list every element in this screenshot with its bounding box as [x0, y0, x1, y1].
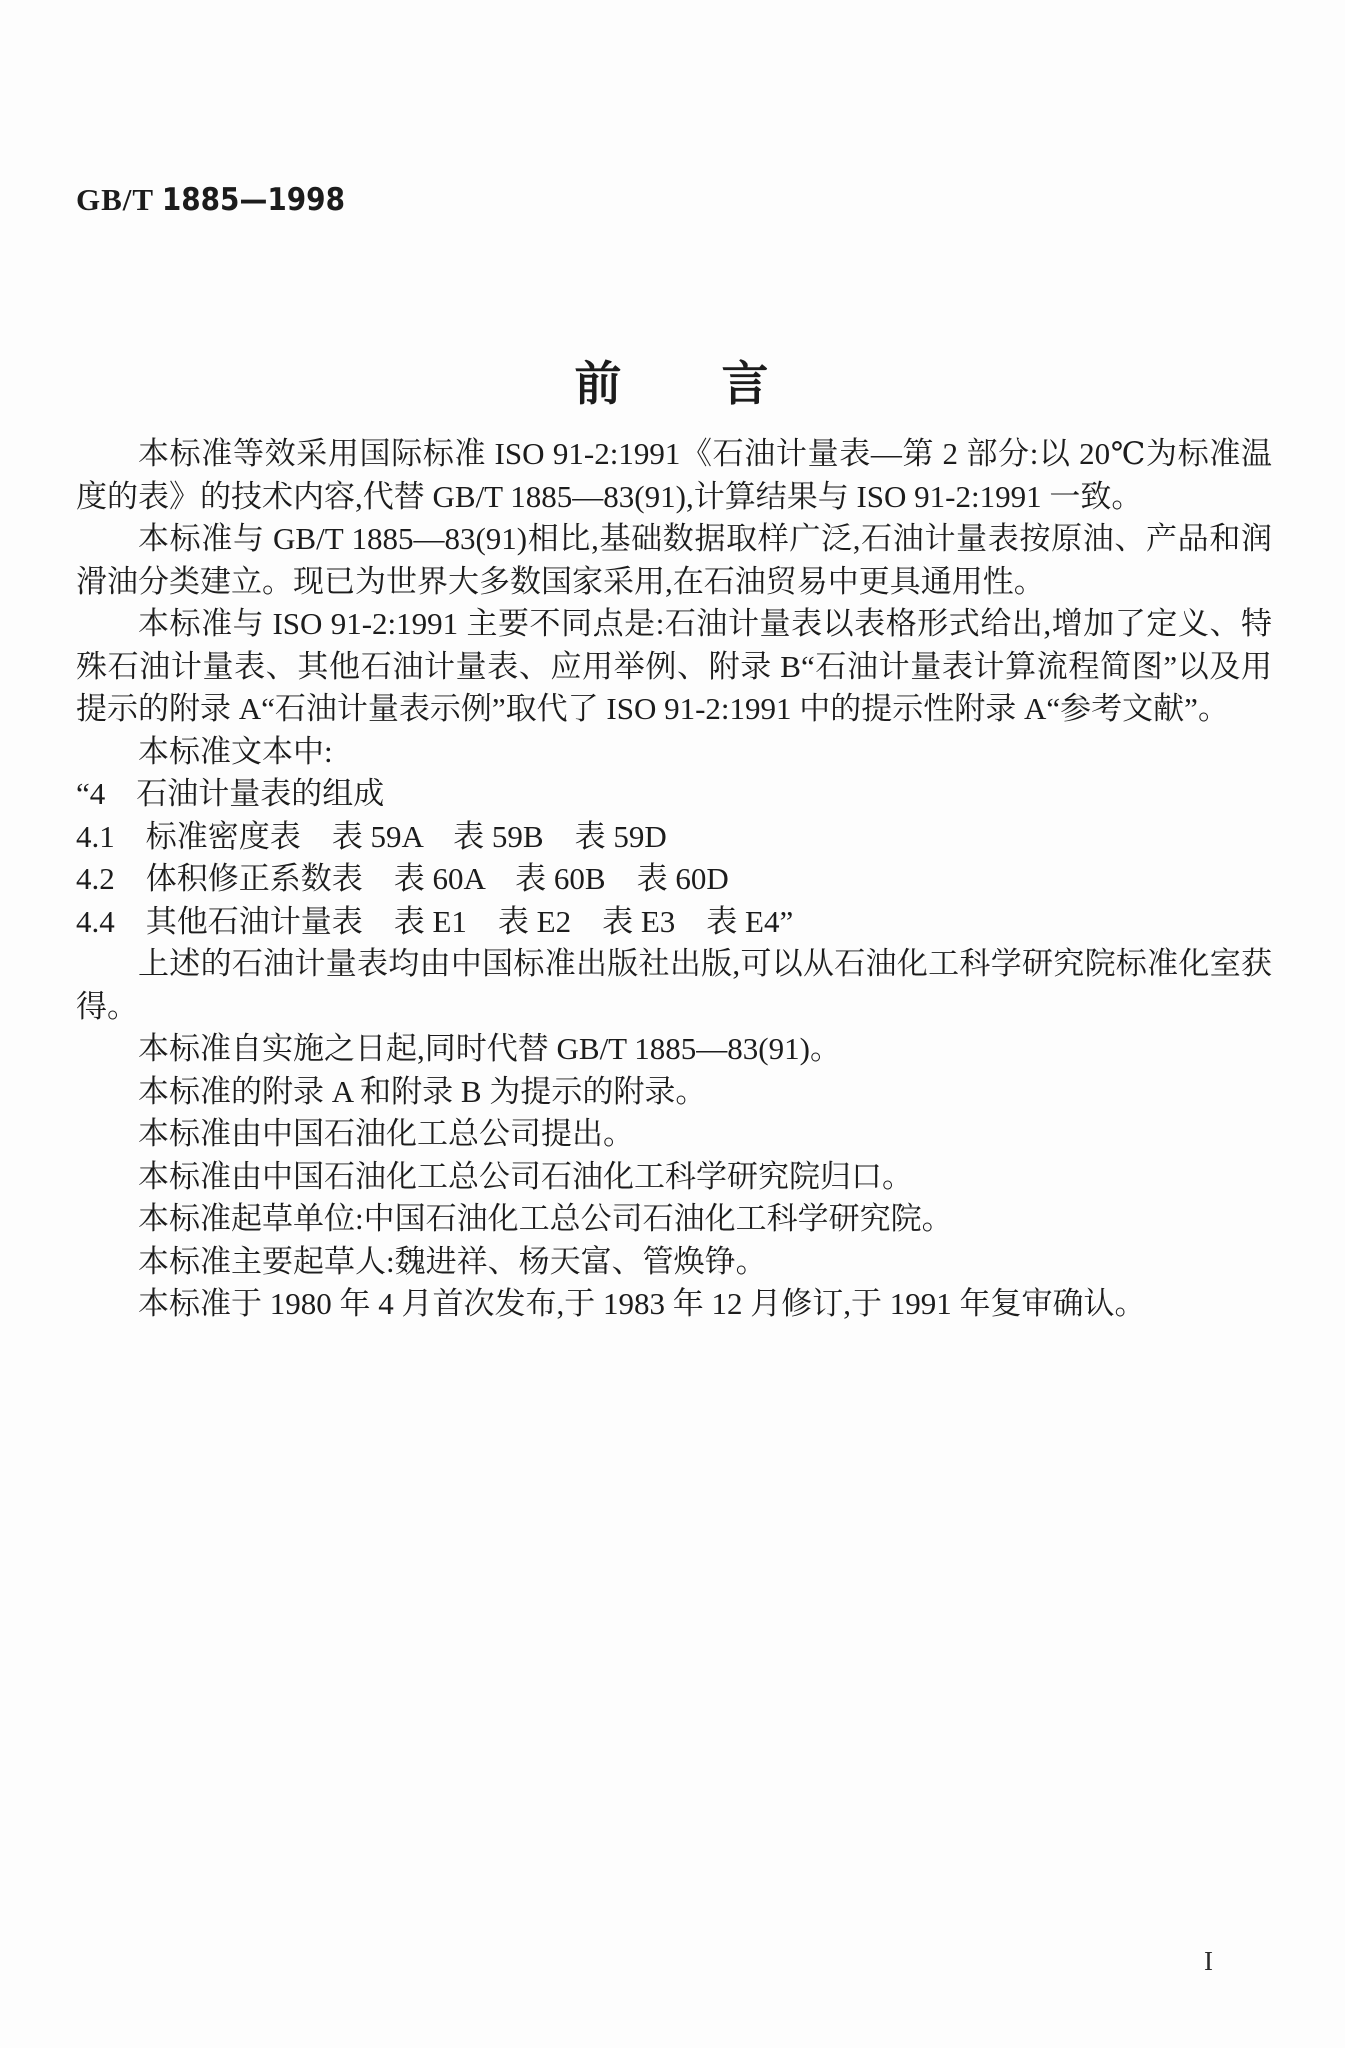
standard-code-number: 1885—1998 — [161, 182, 345, 218]
list-line-section-4-4: 4.4 其他石油计量表 表 E1 表 E2 表 E3 表 E4” — [76, 903, 794, 939]
paragraph-publication: 上述的石油计量表均由中国标准出版社出版,可以从石油化工科学研究院标准化室获得。 — [76, 946, 1272, 1024]
paragraph-comparison: 本标准与 GB/T 1885—83(91)相比,基础数据取样广泛,石油计量表按原油、产品和润滑油分类建立。现已为世界大多数国家采用,在石油贸易中更具通用性。 — [76, 521, 1272, 599]
page-title: 前 言 — [574, 359, 771, 411]
foreword-body — [76, 433, 1272, 1326]
paragraph-text-intro: 本标准文本中: — [138, 733, 333, 769]
paragraph-history: 本标准于 1980 年 4 月首次发布,于 1983 年 12 月修订,于 1991 年复审确认。 — [138, 1286, 1146, 1321]
page-number: I — [1204, 1946, 1213, 1976]
paragraph-drafters: 本标准主要起草人:魏进祥、杨天富、管焕铮。 — [138, 1243, 767, 1279]
standard-code — [76, 182, 345, 218]
paragraph-drafting-org: 本标准起草单位:中国石油化工总公司石油化工科学研究院。 — [138, 1201, 953, 1236]
paragraph-scope: 本标准等效采用国际标准 ISO 91-2:1991《石油计量表—第 2 部分:以 20℃为标准温度的表》的技术内容,代替 GB/T 1885—83(91),计算结果与 ISO 91-2:1991 一致。 — [76, 436, 1272, 514]
paragraph-differences: 本标准与 ISO 91-2:1991 主要不同点是:石油计量表以表格形式给出,增加了定义、特殊石油计量表、其他石油计量表、应用举例、附录 B“石油计量表计算流程简图”以及用提示的附录 A“石油计量表示例”取代了 ISO 91-2:1991 中的提示性附录 A“参考文献”。 — [76, 606, 1272, 726]
list-line-section-4: “4 石油计量表的组成 — [76, 776, 385, 811]
paragraph-proposer: 本标准由中国石油化工总公司提出。 — [138, 1116, 634, 1151]
paragraph-replacement: 本标准自实施之日起,同时代替 GB/T 1885—83(91)。 — [138, 1031, 841, 1066]
list-line-section-4-2: 4.2 体积修正系数表 表 60A 表 60B 表 60D — [76, 861, 729, 896]
list-line-section-4-1: 4.1 标准密度表 表 59A 表 59B 表 59D — [76, 818, 667, 854]
standard-code-prefix: GB/T — [76, 182, 155, 217]
paragraph-jurisdiction: 本标准由中国石油化工总公司石油化工科学研究院归口。 — [138, 1158, 913, 1194]
paragraph-annexes: 本标准的附录 A 和附录 B 为提示的附录。 — [138, 1073, 707, 1109]
